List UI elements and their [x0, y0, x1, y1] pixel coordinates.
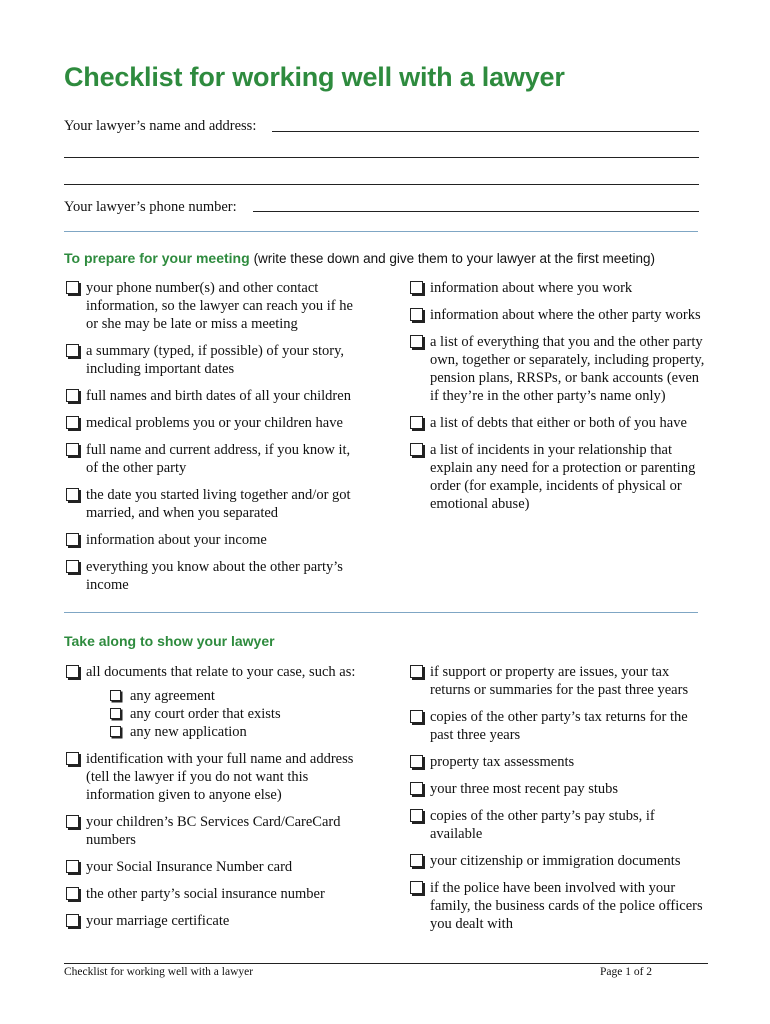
checkbox-icon[interactable]	[66, 815, 79, 828]
checklist-item[interactable]	[408, 663, 708, 699]
item-text: your Social Insurance Number card	[86, 859, 293, 875]
lawyer-address-line-1[interactable]	[64, 157, 699, 158]
item-text: copies of the other party’s pay stubs, if available	[430, 808, 655, 842]
sub-checklist-item[interactable]	[108, 705, 364, 723]
page-number: Page 1 of 2	[600, 966, 653, 978]
lawyer-phone-label: Your lawyer’s phone number:	[64, 199, 237, 215]
lawyer-name-label: Your lawyer’s name and address:	[64, 118, 257, 134]
take-along-heading: Take along to show your lawyer	[64, 633, 275, 649]
item-text: copies of the other party’s tax returns for the past three years	[430, 709, 688, 743]
checklist-item[interactable]	[408, 708, 708, 744]
take-right-column	[408, 663, 708, 942]
checklist-item[interactable]	[408, 414, 708, 432]
item-text: full names and birth dates of all your children	[86, 388, 351, 404]
prepare-left-column	[64, 279, 364, 603]
item-text: medical problems you or your children have	[86, 415, 343, 431]
item-text: the other party’s social insurance number	[86, 886, 325, 902]
checkbox-icon[interactable]	[410, 416, 423, 429]
checklist-item[interactable]	[64, 387, 364, 405]
sub-checklist-item[interactable]	[108, 687, 364, 705]
item-text: any new application	[130, 724, 247, 740]
checklist-item[interactable]	[64, 813, 364, 849]
checkbox-icon[interactable]	[410, 782, 423, 795]
checkbox-icon[interactable]	[66, 860, 79, 873]
checklist-item[interactable]	[64, 885, 364, 903]
checklist-item[interactable]	[408, 333, 708, 405]
checkbox-icon[interactable]	[66, 281, 79, 294]
checkbox-icon[interactable]	[66, 914, 79, 927]
checklist-item[interactable]	[408, 780, 708, 798]
checklist-item[interactable]	[408, 441, 708, 513]
footer-divider	[64, 963, 708, 964]
checkbox-icon[interactable]	[66, 533, 79, 546]
checklist-item[interactable]	[408, 753, 708, 771]
item-text: property tax assessments	[430, 754, 575, 770]
checkbox-icon[interactable]	[66, 665, 79, 678]
checklist-item[interactable]	[64, 750, 364, 804]
checkbox-icon[interactable]	[66, 389, 79, 402]
checkbox-icon[interactable]	[110, 690, 121, 701]
item-text: your three most recent pay stubs	[430, 781, 619, 797]
sub-checklist	[108, 687, 364, 741]
item-text: if the police have been involved with your family, the business cards of the police officers you dealt with	[430, 880, 703, 932]
checkbox-icon[interactable]	[410, 308, 423, 321]
item-text: your marriage certificate	[86, 913, 230, 929]
checklist-item[interactable]	[64, 486, 364, 522]
item-text: any agreement	[130, 688, 215, 704]
checkbox-icon[interactable]	[410, 710, 423, 723]
checklist-item[interactable]	[64, 663, 364, 741]
checkbox-icon[interactable]	[110, 726, 121, 737]
checklist-item[interactable]	[408, 306, 708, 324]
checkbox-icon[interactable]	[66, 344, 79, 357]
checkbox-icon[interactable]	[110, 708, 121, 719]
item-text: identification with your full name and address (tell the lawyer if you do not want this information given to anyone else)	[86, 751, 354, 803]
item-text: a list of everything that you and the other party own, together or separately, including property, pension plans, RRSPs, or bank accounts (even if they’re in the other party’s name only)	[430, 334, 705, 404]
checkbox-icon[interactable]	[410, 443, 423, 456]
prepare-heading-note: (write these down and give them to your lawyer at the first meeting)	[253, 251, 655, 266]
checkbox-icon[interactable]	[66, 887, 79, 900]
item-text: your citizenship or immigration documents	[430, 853, 681, 869]
checkbox-icon[interactable]	[410, 665, 423, 678]
item-text: if support or property are issues, your tax returns or summaries for the past three years	[430, 664, 689, 698]
lawyer-address-line-2[interactable]	[64, 184, 699, 185]
checkbox-icon[interactable]	[410, 809, 423, 822]
checkbox-icon[interactable]	[66, 752, 79, 765]
checkbox-icon[interactable]	[66, 488, 79, 501]
checklist-item[interactable]	[64, 558, 364, 594]
checkbox-icon[interactable]	[410, 335, 423, 348]
item-text: your phone number(s) and other contact information, so the lawyer can reach you if he or she may be late or miss a meeting	[86, 280, 353, 332]
item-text: information about your income	[86, 532, 267, 548]
item-text: information about where the other party works	[430, 307, 701, 323]
checkbox-icon[interactable]	[410, 881, 423, 894]
section-divider	[64, 231, 698, 232]
checklist-item[interactable]	[408, 852, 708, 870]
item-text: any court order that exists	[130, 706, 281, 722]
item-text: full name and current address, if you know it, of the other party	[86, 442, 351, 476]
sub-checklist-item[interactable]	[108, 723, 364, 741]
checklist-item[interactable]	[64, 858, 364, 876]
item-text: everything you know about the other party’s income	[86, 559, 343, 593]
prepare-heading-text: To prepare for your meeting	[64, 250, 250, 266]
item-text: the date you started living together and/or got married, and when you separated	[86, 487, 351, 521]
checkbox-icon[interactable]	[410, 755, 423, 768]
checklist-item[interactable]	[64, 531, 364, 549]
checklist-item[interactable]	[408, 807, 708, 843]
checkbox-icon[interactable]	[410, 854, 423, 867]
checklist-item[interactable]	[64, 912, 364, 930]
checklist-item[interactable]	[64, 414, 364, 432]
prepare-right-column	[408, 279, 708, 522]
checkbox-icon[interactable]	[66, 416, 79, 429]
checkbox-icon[interactable]	[66, 443, 79, 456]
footer-title: Checklist for working well with a lawyer	[64, 966, 254, 978]
item-text: all documents that relate to your case, such as:	[86, 664, 356, 680]
lawyer-name-line[interactable]	[272, 131, 699, 132]
checklist-item[interactable]	[64, 441, 364, 477]
checkbox-icon[interactable]	[66, 560, 79, 573]
prepare-heading	[64, 250, 655, 266]
checklist-item[interactable]	[64, 342, 364, 378]
take-left-column	[64, 663, 364, 939]
section-divider	[64, 612, 698, 613]
page-title: Checklist for working well with a lawyer	[64, 62, 565, 92]
item-text: a list of debts that either or both of you have	[430, 415, 687, 431]
checklist-item[interactable]	[408, 279, 708, 297]
checklist-item[interactable]	[64, 279, 364, 333]
item-text: a list of incidents in your relationship that explain any need for a protection or parenting order (for example, incidents of physical or emotional abuse)	[430, 442, 696, 512]
lawyer-phone-line[interactable]	[253, 211, 699, 212]
item-text: information about where you work	[430, 280, 633, 296]
item-text: a summary (typed, if possible) of your story, including important dates	[86, 343, 344, 377]
checkbox-icon[interactable]	[410, 281, 423, 294]
checklist-item[interactable]	[408, 879, 708, 933]
item-text: your children’s BC Services Card/CareCard numbers	[86, 814, 341, 848]
